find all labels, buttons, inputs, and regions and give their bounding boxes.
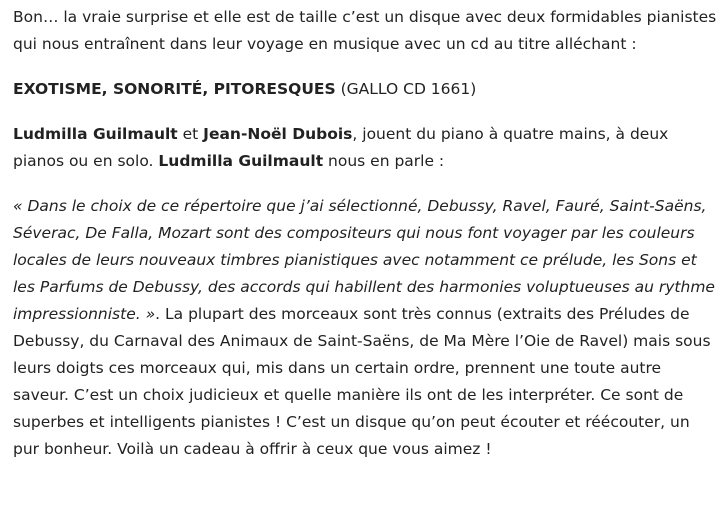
quote-paragraph bbox=[13, 193, 717, 463]
performers-paragraph bbox=[13, 121, 717, 175]
pianist-quote: « Dans le choix de ce répertoire que j’ai sélectionné, Debussy, Ravel, Fauré, Saint-Saëns, Séverac, De Falla, Mozart sont des compositeurs qui nous font voyager par les couleurs locales de leurs nouveaux timbres pianistiques avec notamment ce prélude, les Sons et les Parfums de Debussy, des accords qui habillent des harmonies voluptueuses au rythme impressionniste. » bbox=[13, 197, 715, 323]
performer-name-2: Jean-Noël Dubois bbox=[203, 125, 353, 143]
performers-text: , jouent du piano à quatre mains, à deux pianos ou en solo. bbox=[13, 125, 669, 170]
album-paragraph bbox=[13, 76, 717, 103]
intro-paragraph: Bon… la vraie surprise et elle est de taille c’est un disque avec deux formidables pianistes qui nous entraînent dans leur voyage en musique avec un cd au titre alléchant : bbox=[13, 8, 717, 53]
performers-text-end: nous en parle : bbox=[323, 152, 445, 170]
review-text: . La plupart des morceaux sont très connus (extraits des Préludes de Debussy, du Carnaval des Animaux de Saint-Saëns, de Ma Mère l’Oie de Ravel) mais sous leurs doigts ces morceaux qui, mis dans un certain ordre, prennent une toute autre saveur. C’est un choix judicieux et quelle manière ils ont de les interpréter. Ce sont de superbes et intelligents pianistes ! C’est un disque qu’on peut écouter et réécouter, un pur bonheur. Voilà un cadeau à offrir à ceux que vous aimez ! bbox=[13, 305, 711, 458]
album-title: EXOTISME, SONORITÉ, PITORESQUES bbox=[13, 80, 336, 98]
album-reference: (GALLO CD 1661) bbox=[335, 80, 477, 98]
performer-name-3: Ludmilla Guilmault bbox=[158, 152, 324, 170]
performers-conjunction: et bbox=[177, 125, 204, 143]
performer-name-1: Ludmilla Guilmault bbox=[13, 125, 178, 143]
